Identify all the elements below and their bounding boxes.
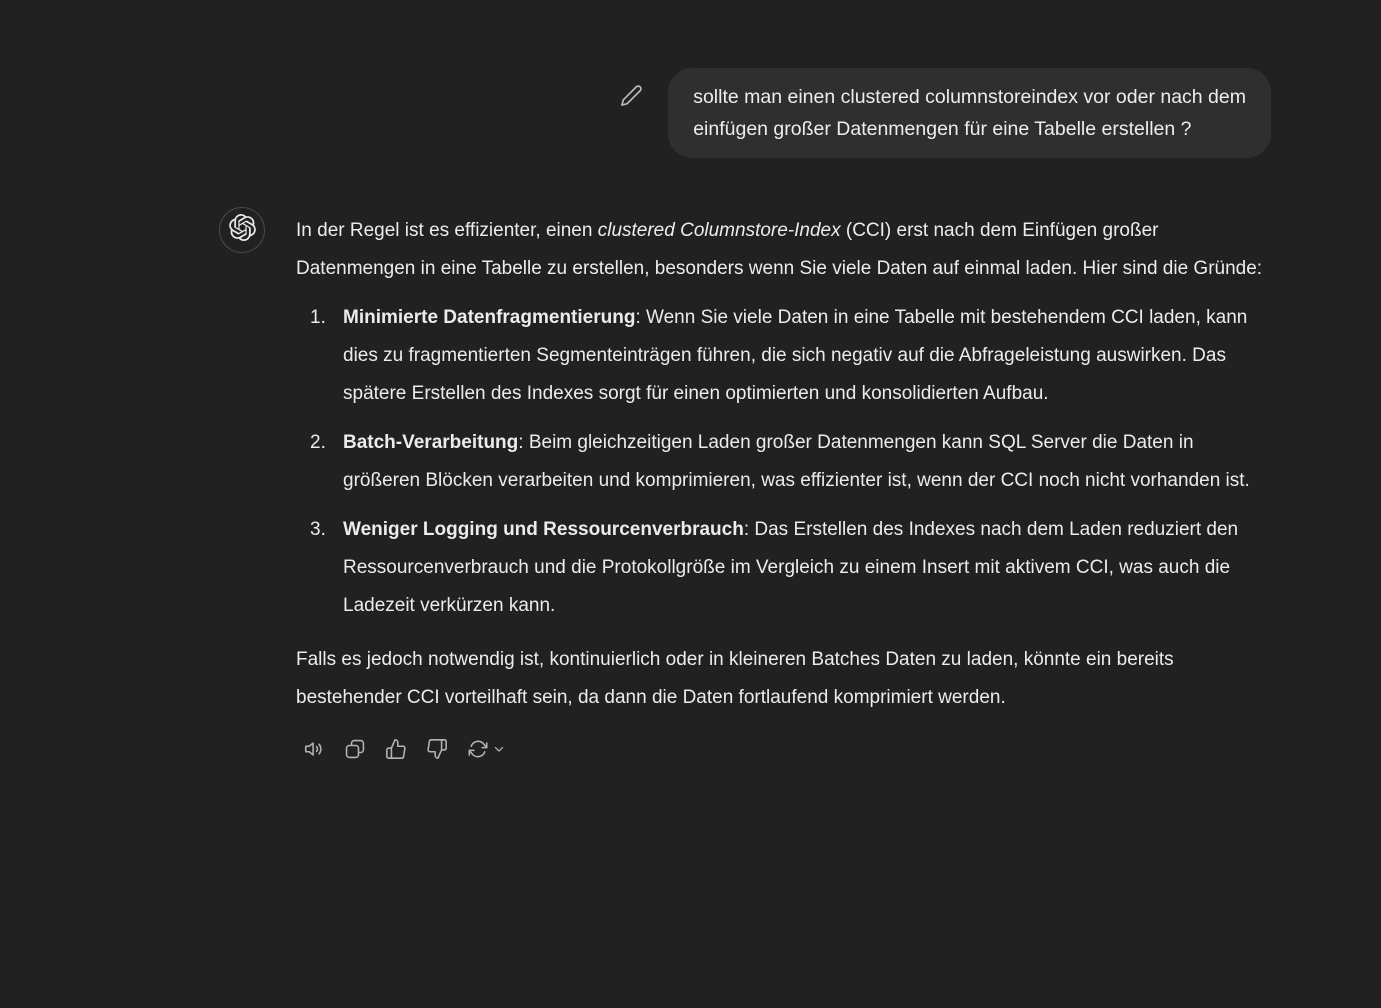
list-item bbox=[296, 299, 1271, 413]
list-item bbox=[296, 511, 1271, 625]
user-message-text: einfügen großer Datenmengen für eine Tabelle erstellen ? bbox=[693, 118, 1192, 140]
read-aloud-button[interactable] bbox=[303, 738, 325, 760]
intro-italic-text: clustered Columnstore-Index bbox=[597, 220, 841, 241]
list-item-number: 2. bbox=[310, 432, 326, 453]
edit-message-button[interactable] bbox=[620, 84, 643, 107]
message-action-bar bbox=[303, 738, 1271, 760]
pencil-icon bbox=[620, 95, 643, 110]
thumbs-down-icon bbox=[426, 738, 448, 760]
list-item-number: 1. bbox=[310, 307, 326, 328]
copy-icon bbox=[344, 738, 366, 760]
regenerate-icon bbox=[467, 738, 489, 760]
intro-text: In der Regel ist es effizienter, einen bbox=[296, 220, 598, 241]
list-item-body bbox=[343, 299, 1271, 413]
list-item-title: Batch-Verarbeitung bbox=[343, 432, 519, 453]
list-item-text: : Beim gleichzeitigen Laden großer Datenmengen kann SQL Server die Daten in größeren Blöcken verarbeiten und komprimieren, was effizienter ist, wenn der CCI noch nicht vorhanden ist. bbox=[343, 432, 1250, 491]
list-item-text: : Das Erstellen des Indexes nach dem Laden reduziert den Ressourcenverbrauch und die Protokollgröße im Vergleich zu einem Insert mit aktivem CCI, was auch die Ladezeit verkürzen kann. bbox=[343, 519, 1239, 616]
thumbs-up-icon bbox=[385, 738, 407, 760]
intro-paragraph bbox=[296, 212, 1271, 288]
list-item-body bbox=[343, 424, 1271, 500]
user-message-text: sollte man einen clustered columnstoreindex vor oder nach dem bbox=[693, 86, 1246, 108]
list-item-number: 3. bbox=[310, 519, 326, 540]
list-item-text: : Wenn Sie viele Daten in eine Tabelle mit bestehendem CCI laden, kann dies zu fragmentierten Segmenteinträgen führen, die sich negativ auf die Abfrageleistung auswirken. Das spätere Erstellen des Indexes sorgt für einen optimierten und konsolidierten Aufbau. bbox=[343, 307, 1248, 404]
conversation bbox=[219, 68, 1271, 760]
list-item-title: Weniger Logging und Ressourcenverbrauch bbox=[343, 519, 744, 540]
assistant-message-content bbox=[296, 207, 1271, 760]
reasons-list bbox=[296, 299, 1271, 625]
user-message-bubble bbox=[668, 68, 1271, 158]
assistant-message-row bbox=[219, 207, 1271, 760]
regenerate-button[interactable] bbox=[467, 738, 506, 760]
thumbs-down-button[interactable] bbox=[426, 738, 448, 760]
copy-button[interactable] bbox=[344, 738, 366, 760]
list-item-title: Minimierte Datenfragmentierung bbox=[343, 307, 636, 328]
list-item-body bbox=[343, 511, 1271, 625]
assistant-avatar bbox=[219, 207, 265, 253]
thumbs-up-button[interactable] bbox=[385, 738, 407, 760]
speaker-icon bbox=[303, 738, 325, 760]
outro-paragraph: Falls es jedoch notwendig ist, kontinuierlich oder in kleineren Batches Daten zu laden, könnte ein bereits bestehender CCI vorteilhaft sein, da dann die Daten fortlaufend komprimiert werden. bbox=[296, 649, 1174, 708]
list-item bbox=[296, 424, 1271, 500]
user-message-row bbox=[219, 68, 1271, 158]
openai-logo-icon bbox=[229, 214, 256, 246]
chevron-down-icon bbox=[492, 742, 506, 756]
intro-text: (CCI) erst nach dem Einfügen großer Datenmengen in eine Tabelle zu erstellen, besonders wenn Sie viele Daten auf einmal laden. Hier sind die Gründe: bbox=[296, 220, 1263, 279]
